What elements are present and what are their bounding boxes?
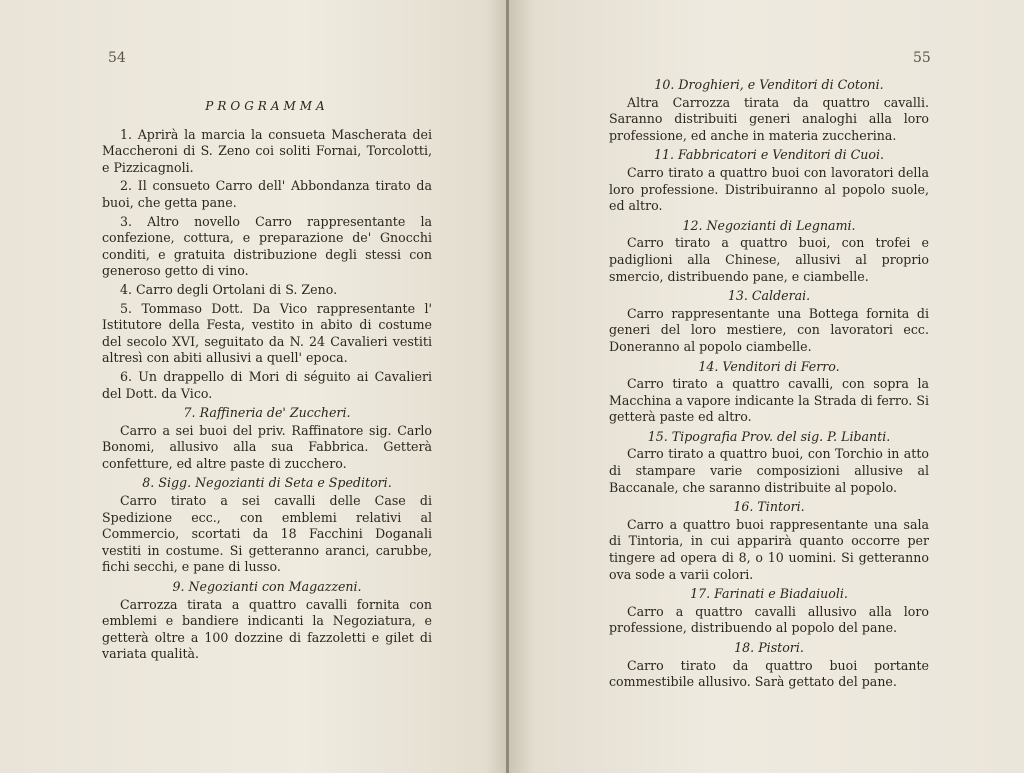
right-page: [509, 0, 1024, 773]
section-number: 11.: [653, 147, 674, 163]
section-text: Carro tirato a quattro buoi, con Torchio in atto di stampare varie composizioni allusive al Baccanale, che saranno distribuite al popolo.: [609, 446, 929, 495]
section-heading: 18. Pistori.: [734, 640, 804, 655]
section-heading: 11. Fabbricatori e Venditori di Cuoi.: [653, 147, 885, 163]
section-number: 9.: [172, 579, 185, 595]
item-number: 4.: [120, 281, 133, 297]
list-item: [102, 127, 432, 177]
section-heading: 13. Calderai.: [727, 288, 811, 304]
section-text: Carro rappresentante una Bottega fornita di generi del loro mestiere, con lavoratori ecc. Doneranno al popolo ciambelle.: [609, 305, 929, 354]
item-number: 2.: [120, 178, 133, 194]
list-item: [102, 214, 432, 280]
section-number: 16.: [733, 499, 754, 515]
item-number: 5.: [120, 300, 133, 316]
section-heading: 14. Venditori di Ferro.: [698, 358, 840, 374]
section-number: 17.: [690, 586, 711, 602]
item-text: Il consueto Carro dell' Abbondanza tirato da buoi, che getta pane.: [102, 178, 432, 210]
list-item: [102, 282, 432, 299]
item-text: Aprirà la marcia la consueta Mascherata dei Maccheroni di S. Zeno coi soliti Fornai, Torcolotti, e Pizzicagnoli.: [102, 126, 432, 175]
item-number: 6.: [120, 368, 133, 384]
section-heading: 9. Negozianti con Magazzeni.: [172, 579, 362, 595]
list-item: [102, 369, 432, 402]
section-text: Carro a quattro buoi rappresentante una sala di Tintoria, in cui apparirà quanto occorre per tingere ad opera di 8, o 10 uomini. Si getteranno ova sode a varii colori.: [609, 516, 929, 582]
section-text: Altra Carrozza tirata da quattro cavalli. Saranno distribuiti generi analoghi alla loro professione, ed anche in materia zuccherina.: [609, 94, 929, 143]
item-text: Tommaso Dott. Da Vico rappresentante l' Istitutore della Festa, vestito in abito di costume del secolo XVI, seguitato da N. 24 Cavalieri vestiti altresì con abiti allusivi a quell' epoca.: [102, 300, 432, 366]
page-number: 54: [108, 50, 126, 66]
list-item: [102, 301, 432, 367]
section-number: 12.: [682, 217, 703, 233]
item-text: Altro novello Carro rappresentante la confezione, cottura, e preparazione de' Gnocchi conditi, e gratuita distribuzione degli stessi con generoso getto di vino.: [102, 213, 432, 279]
section-text: Carro tirato a quattro buoi, con trofei e padiglioni alla Chinese, allusivi al proprio smercio, distribuendo pane, e ciambelle.: [609, 235, 929, 284]
section-text: Carro tirato a sei cavalli delle Case di Spedizione ecc., con emblemi relativi al Commercio, scortati da 18 Facchini Doganali vestiti in costume. Si getteranno aranci, carubbe, fichi secchi, e pane di lusso.: [102, 493, 432, 575]
section-heading: 15. Tipografia Prov. del sig. P. Libanti.: [647, 428, 891, 444]
section-text: Carro tirato a quattro buoi con lavoratori della loro professione. Distribuiranno al popolo suole, ed altro.: [609, 164, 929, 214]
section-number: 18.: [734, 640, 755, 655]
left-page: [0, 0, 506, 773]
section-heading: 7. Raffineria de' Zuccheri.: [183, 405, 351, 421]
section-heading: 12. Negozianti di Legnami.: [682, 217, 856, 233]
text-column: [102, 98, 432, 664]
section-text: Carro tirato da quattro buoi portante commestibile allusivo. Sarà gettato del pane.: [609, 657, 929, 690]
item-number: 1.: [120, 126, 133, 142]
text-column: [609, 74, 929, 692]
section-text: Carro a sei buoi del priv. Raffinatore sig. Carlo Bonomi, allusivo alla sua Fabbrica. Getterà confetture, ed altre paste di zucchero.: [102, 422, 432, 471]
item-text: Carro degli Ortolani di S. Zeno.: [136, 281, 338, 297]
section-number: 8.: [142, 475, 155, 491]
section-number: 13.: [727, 288, 748, 304]
section-number: 14.: [698, 358, 719, 374]
section-text: Carrozza tirata a quattro cavalli fornita con emblemi e bandiere indicanti la Negoziatura, e getterà oltre a 100 dozzine di fazzoletti e gilet di variata qualità.: [102, 596, 432, 662]
item-number: 3.: [120, 213, 133, 229]
list-item: [102, 178, 432, 211]
item-text: Un drappello di Mori di séguito ai Cavalieri del Dott. da Vico.: [102, 368, 432, 401]
section-heading: 8. Sigg. Negozianti di Seta e Speditori.: [142, 475, 392, 491]
section-text: Carro a quattro cavalli allusivo alla loro professione, distribuendo al popolo del pane.: [609, 603, 929, 636]
page-title: PROGRAMMA: [205, 99, 329, 113]
page-number: 55: [913, 50, 931, 66]
section-number: 10.: [654, 77, 675, 92]
section-number: 7.: [183, 405, 196, 421]
section-number: 15.: [647, 428, 668, 444]
section-text: Carro tirato a quattro cavalli, con sopra la Macchina a vapore indicante la Strada di ferro. Si getterà paste ed altro.: [609, 376, 929, 425]
section-heading: 16. Tintori.: [733, 499, 805, 515]
section-heading: 10. Droghieri, e Venditori di Cotoni.: [654, 77, 884, 92]
section-heading: 17. Farinati e Biadaiuoli.: [690, 586, 848, 602]
